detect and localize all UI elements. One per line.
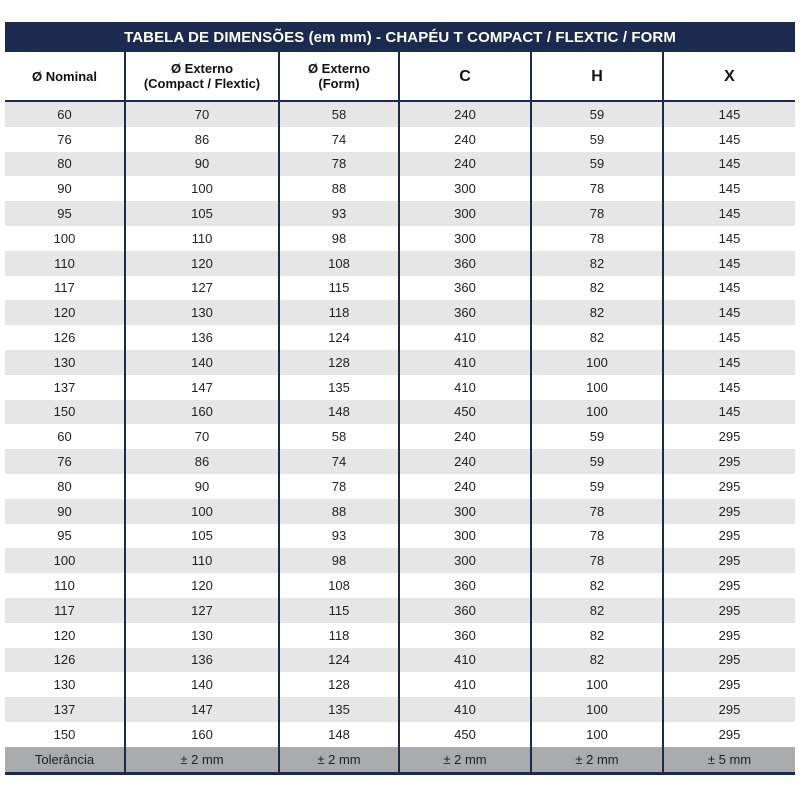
table-row [5,101,795,127]
table-row [5,127,795,152]
table-cell: 300 [399,226,531,251]
table-cell: 145 [663,201,795,226]
table-cell: 124 [279,325,399,350]
table-cell: 82 [531,325,663,350]
table-cell: 70 [125,424,279,449]
table-cell: 126 [5,648,125,673]
table-cell: 74 [279,127,399,152]
table-cell: 95 [5,201,125,226]
table-cell: 82 [531,276,663,301]
table-cell: 240 [399,101,531,127]
table-cell: 300 [399,176,531,201]
tolerance-value: ± 2 mm [399,747,531,772]
table-cell: 145 [663,276,795,301]
table-cell: 78 [279,152,399,177]
table-cell: 360 [399,300,531,325]
table-cell: 137 [5,375,125,400]
table-cell: 100 [531,672,663,697]
table-cell: 145 [663,127,795,152]
table-cell: 100 [531,375,663,400]
table-cell: 120 [125,251,279,276]
table-cell: 127 [125,598,279,623]
table-cell: 295 [663,598,795,623]
tolerance-value: ± 5 mm [663,747,795,772]
table-cell: 145 [663,375,795,400]
table-cell: 300 [399,548,531,573]
table-cell: 130 [125,300,279,325]
table-row [5,300,795,325]
table-cell: 100 [125,499,279,524]
dimensions-table-container [5,22,795,775]
table-row [5,722,795,747]
table-cell: 74 [279,449,399,474]
table-cell: 90 [5,499,125,524]
table-cell: 76 [5,127,125,152]
table-cell: 145 [663,226,795,251]
tolerance-row [5,747,795,772]
table-cell: 295 [663,623,795,648]
table-cell: 110 [5,573,125,598]
table-cell: 58 [279,101,399,127]
table-cell: 130 [5,350,125,375]
table-cell: 148 [279,400,399,425]
table-cell: 295 [663,672,795,697]
table-row [5,226,795,251]
table-cell: 78 [531,176,663,201]
table-row [5,325,795,350]
table-cell: 145 [663,101,795,127]
table-cell: 100 [125,176,279,201]
table-cell: 137 [5,697,125,722]
table-row [5,201,795,226]
table-cell: 80 [5,474,125,499]
table-cell: 295 [663,548,795,573]
header-external-form: Ø Externo (Form) [279,52,399,101]
table-cell: 117 [5,598,125,623]
table-row [5,697,795,722]
table-cell: 108 [279,251,399,276]
table-cell: 59 [531,127,663,152]
table-cell: 88 [279,499,399,524]
table-cell: 240 [399,424,531,449]
table-cell: 295 [663,424,795,449]
table-cell: 110 [5,251,125,276]
header-h: H [531,52,663,101]
table-cell: 300 [399,524,531,549]
table-cell: 145 [663,350,795,375]
table-cell: 100 [531,350,663,375]
table-cell: 145 [663,251,795,276]
table-cell: 150 [5,722,125,747]
table-cell: 95 [5,524,125,549]
table-row [5,176,795,201]
header-nominal: Ø Nominal [5,52,125,101]
table-cell: 58 [279,424,399,449]
table-cell: 410 [399,350,531,375]
table-cell: 86 [125,449,279,474]
tolerance-value: ± 2 mm [125,747,279,772]
table-cell: 150 [5,400,125,425]
table-cell: 360 [399,251,531,276]
table-cell: 147 [125,375,279,400]
table-cell: 82 [531,573,663,598]
table-cell: 86 [125,127,279,152]
table-cell: 59 [531,449,663,474]
table-cell: 59 [531,152,663,177]
table-cell: 110 [125,226,279,251]
table-cell: 78 [279,474,399,499]
table-cell: 90 [125,152,279,177]
table-row [5,623,795,648]
table-row [5,375,795,400]
table-cell: 300 [399,201,531,226]
table-row [5,449,795,474]
table-cell: 82 [531,623,663,648]
table-row [5,598,795,623]
table-row [5,573,795,598]
dimensions-table [5,52,795,772]
table-row [5,350,795,375]
table-row [5,276,795,301]
table-cell: 145 [663,400,795,425]
table-cell: 140 [125,672,279,697]
table-cell: 100 [5,226,125,251]
table-cell: 295 [663,449,795,474]
table-cell: 295 [663,697,795,722]
header-row [5,52,795,101]
table-cell: 100 [531,722,663,747]
table-cell: 145 [663,300,795,325]
table-cell: 100 [5,548,125,573]
table-cell: 300 [399,499,531,524]
header-x: X [663,52,795,101]
table-row [5,152,795,177]
table-cell: 128 [279,350,399,375]
table-row [5,548,795,573]
table-cell: 360 [399,573,531,598]
table-cell: 118 [279,300,399,325]
table-cell: 100 [531,400,663,425]
table-cell: 124 [279,648,399,673]
table-cell: 88 [279,176,399,201]
table-row [5,524,795,549]
table-cell: 105 [125,201,279,226]
table-cell: 145 [663,152,795,177]
table-row [5,424,795,449]
table-cell: 90 [125,474,279,499]
table-cell: 450 [399,722,531,747]
table-cell: 148 [279,722,399,747]
table-cell: 120 [125,573,279,598]
table-row [5,400,795,425]
table-cell: 82 [531,648,663,673]
table-cell: 410 [399,672,531,697]
table-cell: 295 [663,499,795,524]
table-cell: 127 [125,276,279,301]
table-body [5,101,795,747]
table-row [5,648,795,673]
table-cell: 78 [531,524,663,549]
table-cell: 80 [5,152,125,177]
table-cell: 295 [663,573,795,598]
table-cell: 59 [531,101,663,127]
table-cell: 59 [531,424,663,449]
table-cell: 78 [531,548,663,573]
table-cell: 120 [5,623,125,648]
table-cell: 76 [5,449,125,474]
table-cell: 90 [5,176,125,201]
table-cell: 145 [663,325,795,350]
header-external-compact-flextic: Ø Externo (Compact / Flextic) [125,52,279,101]
table-cell: 59 [531,474,663,499]
table-cell: 360 [399,598,531,623]
table-cell: 145 [663,176,795,201]
table-cell: 136 [125,648,279,673]
table-cell: 115 [279,276,399,301]
table-title: TABELA DE DIMENSÕES (em mm) - CHAPÉU T COMPACT / FLEXTIC / FORM [5,22,795,52]
table-cell: 78 [531,226,663,251]
table-cell: 93 [279,201,399,226]
table-cell: 118 [279,623,399,648]
table-cell: 410 [399,325,531,350]
table-cell: 295 [663,648,795,673]
table-cell: 140 [125,350,279,375]
table-cell: 410 [399,697,531,722]
table-cell: 240 [399,449,531,474]
table-cell: 93 [279,524,399,549]
tolerance-label: Tolerância [5,747,125,772]
table-cell: 128 [279,672,399,697]
table-cell: 360 [399,623,531,648]
header-c: C [399,52,531,101]
table-cell: 120 [5,300,125,325]
table-cell: 100 [531,697,663,722]
table-row [5,499,795,524]
table-cell: 135 [279,697,399,722]
table-cell: 60 [5,101,125,127]
table-cell: 110 [125,548,279,573]
table-cell: 82 [531,251,663,276]
table-cell: 410 [399,375,531,400]
table-cell: 82 [531,598,663,623]
table-row [5,474,795,499]
table-cell: 78 [531,201,663,226]
table-cell: 136 [125,325,279,350]
table-cell: 450 [399,400,531,425]
table-cell: 360 [399,276,531,301]
table-cell: 240 [399,127,531,152]
table-cell: 160 [125,400,279,425]
table-cell: 147 [125,697,279,722]
table-cell: 130 [5,672,125,697]
tolerance-value: ± 2 mm [279,747,399,772]
table-cell: 410 [399,648,531,673]
table-cell: 60 [5,424,125,449]
tolerance-value: ± 2 mm [531,747,663,772]
table-row [5,672,795,697]
table-cell: 295 [663,722,795,747]
table-cell: 240 [399,152,531,177]
table-cell: 78 [531,499,663,524]
table-cell: 135 [279,375,399,400]
table-cell: 98 [279,548,399,573]
table-row [5,251,795,276]
table-cell: 105 [125,524,279,549]
table-cell: 160 [125,722,279,747]
bottom-rule [5,772,795,775]
table-cell: 70 [125,101,279,127]
table-cell: 126 [5,325,125,350]
table-cell: 98 [279,226,399,251]
table-cell: 117 [5,276,125,301]
table-cell: 130 [125,623,279,648]
table-cell: 295 [663,474,795,499]
table-cell: 82 [531,300,663,325]
table-cell: 295 [663,524,795,549]
table-cell: 115 [279,598,399,623]
table-cell: 108 [279,573,399,598]
table-cell: 240 [399,474,531,499]
